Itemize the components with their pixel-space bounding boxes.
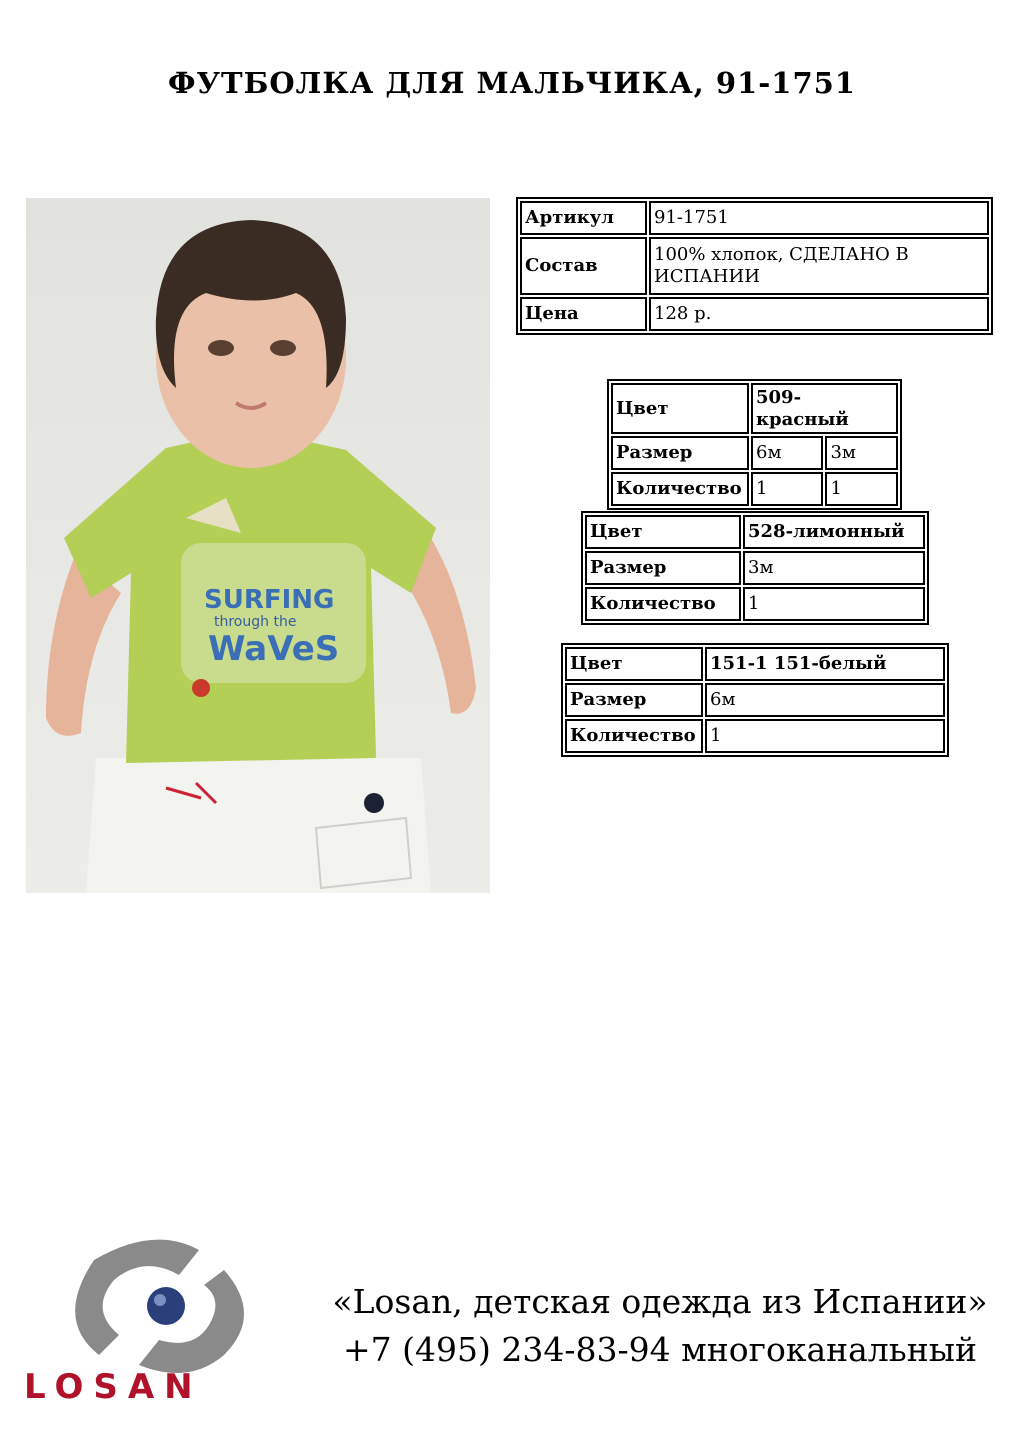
child-tshirt-illustration [26,198,490,893]
size-label: Размер [565,683,703,717]
size-value: 6м [751,436,823,470]
variant-size-row [565,683,945,717]
variant-size-row [585,551,925,585]
product-photo [26,198,490,893]
qty-label: Количество [565,719,703,753]
qty-label: Количество [585,587,741,621]
print-line3: WaVeS [208,629,340,669]
size-value: 3м [743,551,925,585]
color-label: Цвет [611,383,749,434]
qty-value: 1 [743,587,925,621]
page-title: ФУТБОЛКА ДЛЯ МАЛЬЧИКА, 91-1751 [168,66,856,100]
qty-value: 1 [825,472,898,506]
variant-table-3 [561,643,949,757]
info-row-article [520,201,989,235]
info-value: 128 р. [649,297,989,331]
print-line1: SURFING [204,585,335,615]
variant-color-row [611,383,898,434]
info-label: Состав [520,237,647,295]
size-value: 6м [705,683,945,717]
info-value: 91-1751 [649,201,989,235]
qty-value: 1 [751,472,823,506]
color-label: Цвет [565,647,703,681]
color-value: 509-красный [751,383,898,434]
print-line2: through the [214,614,297,630]
variant-color-row [585,515,925,549]
qty-label: Количество [611,472,749,506]
color-value: 151-1 151-белый [705,647,945,681]
variant-color-row [565,647,945,681]
info-label: Артикул [520,201,647,235]
info-row-price [520,297,989,331]
variant-table-2 [581,511,929,625]
size-label: Размер [611,436,749,470]
info-label: Цена [520,297,647,331]
footer-slogan: «Losan, детская одежда из Испании» [332,1282,988,1321]
color-label: Цвет [585,515,741,549]
info-row-composition [520,237,989,295]
footer-phone: +7 (495) 234-83-94 многоканальный [343,1330,977,1369]
size-value: 3м [825,436,898,470]
variant-table-1 [607,379,902,510]
qty-value: 1 [705,719,945,753]
color-value: 528-лимонный [743,515,925,549]
variant-qty-row [585,587,925,621]
variant-qty-row [611,472,898,506]
info-value: 100% хлопок, СДЕЛАНО В ИСПАНИИ [649,237,989,295]
logo-ball-icon [147,1287,185,1325]
variant-size-row [611,436,898,470]
size-label: Размер [585,551,741,585]
logo-text: LOSAN [24,1367,203,1407]
losan-logo [24,1230,294,1410]
logo-swirl-right [139,1270,244,1373]
info-table [516,197,993,335]
variant-qty-row [565,719,945,753]
